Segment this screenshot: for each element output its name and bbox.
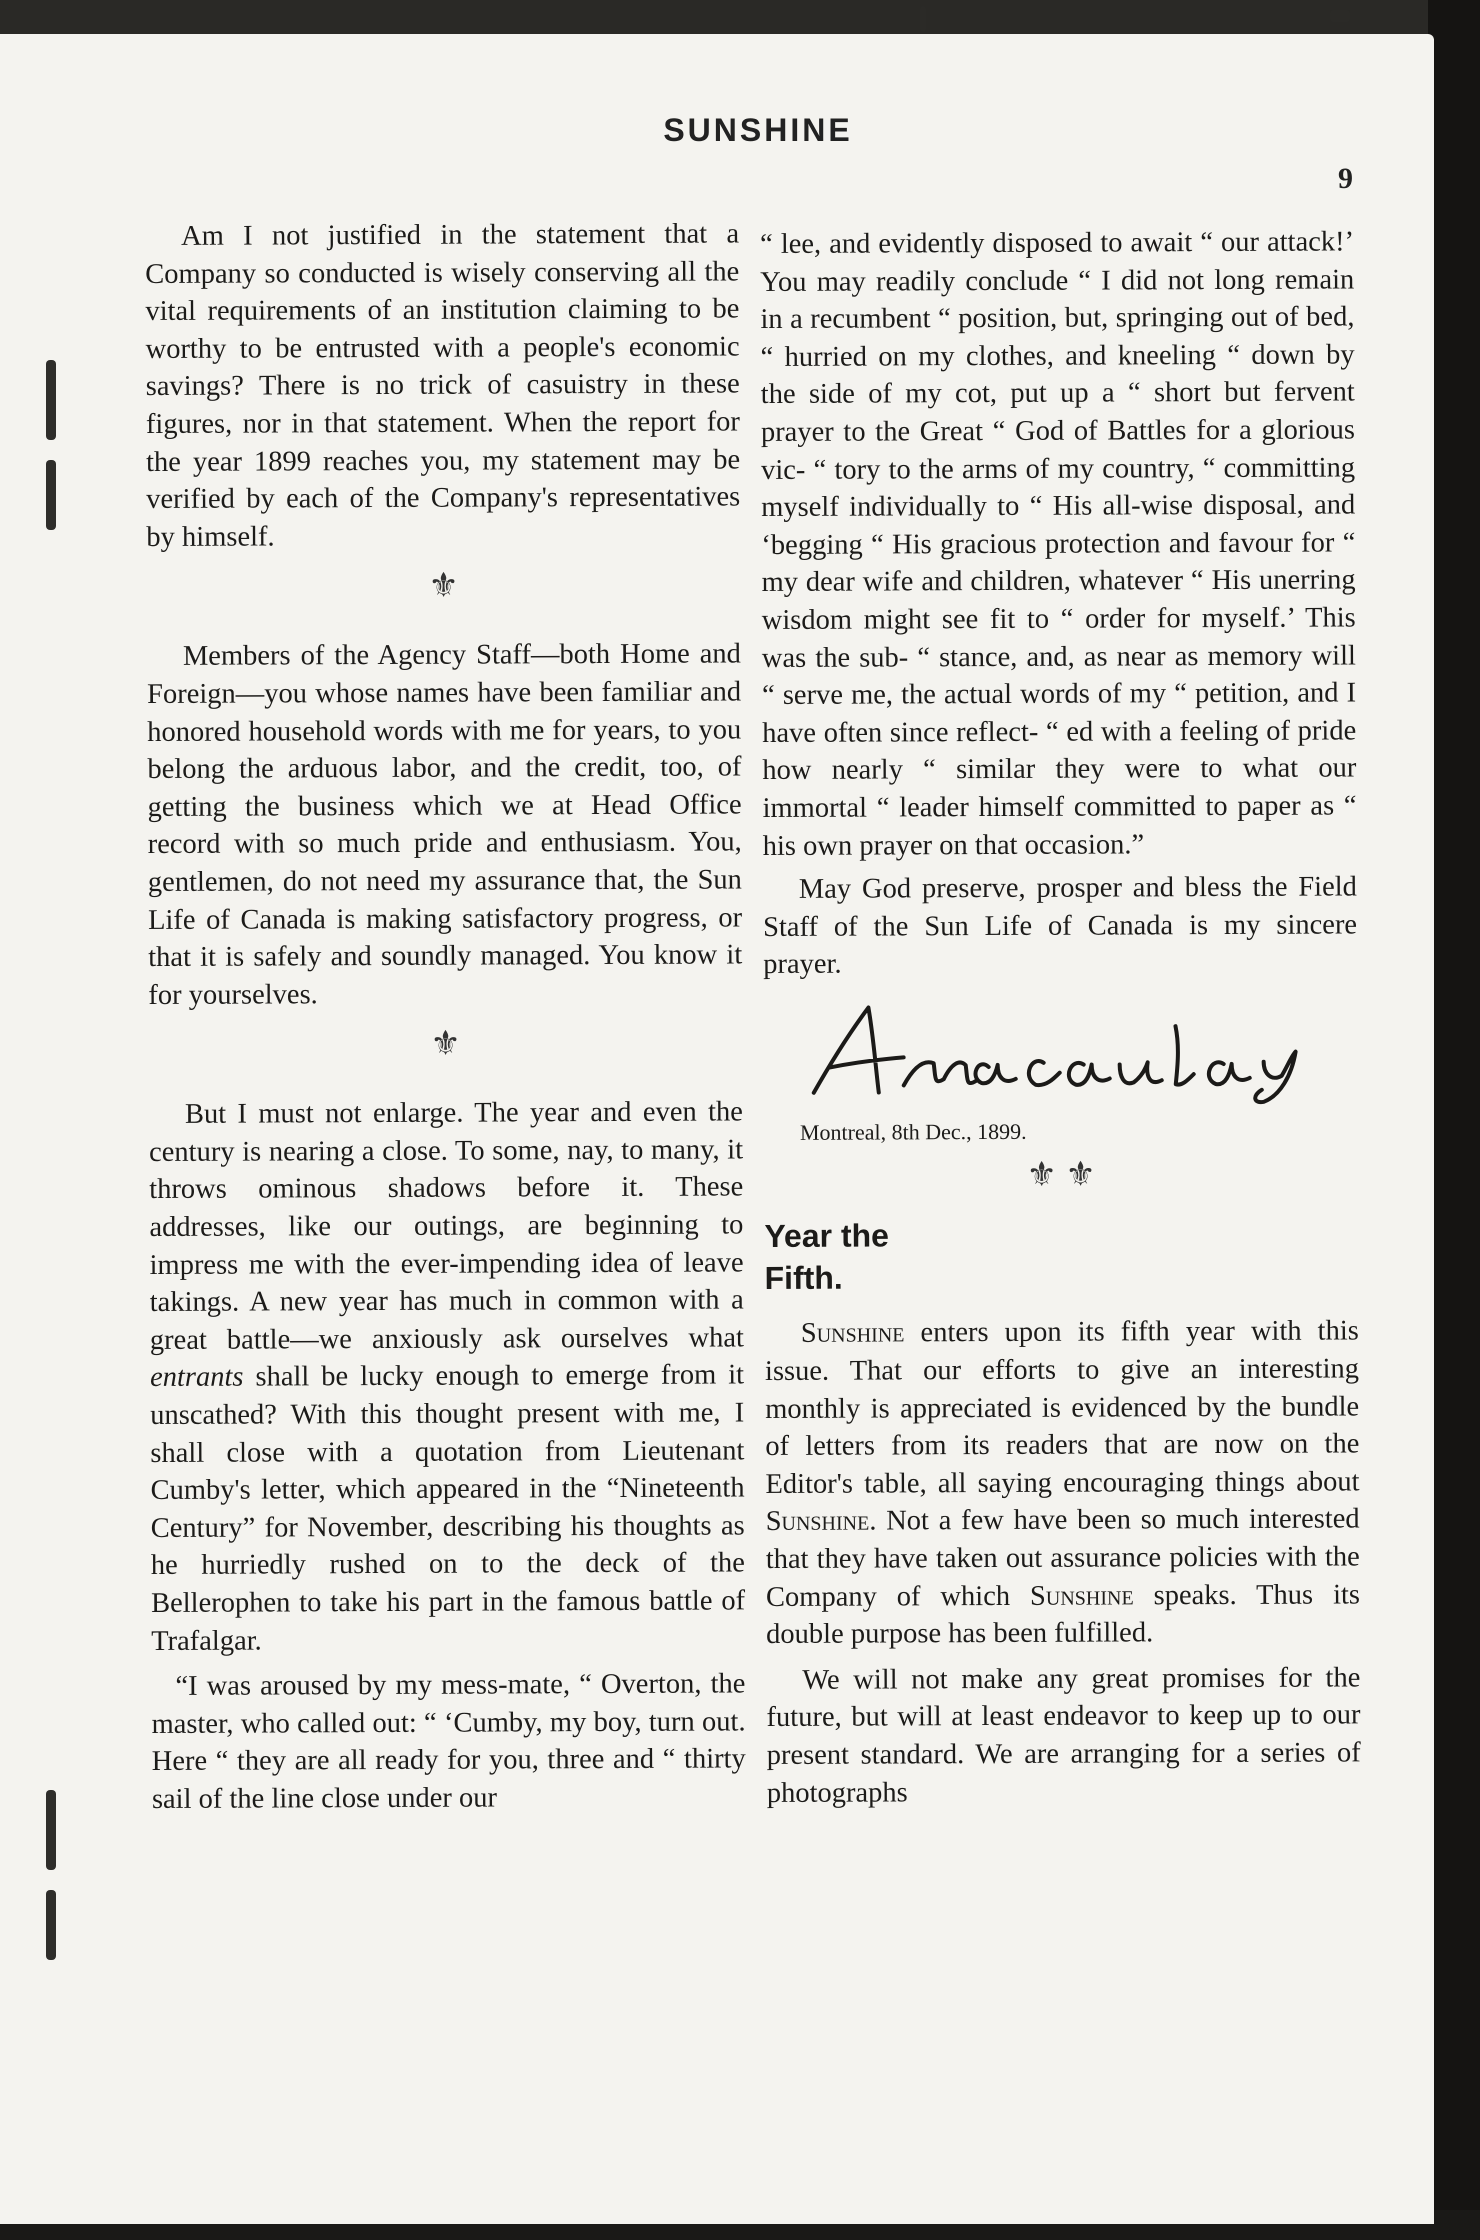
scan-speck	[920, 6, 926, 32]
small-caps-name: Sunshine	[1029, 1580, 1134, 1612]
text-run: speaks. Thus its double purpose has been fulfilled.	[766, 1579, 1361, 1651]
section-heading: Year the Fifth.	[764, 1217, 890, 1297]
fleur-de-lis-separator-double: ⚜ ⚜	[1026, 1157, 1096, 1195]
binding-mark	[46, 1890, 56, 1960]
text-run: enters upon its fifth year with this issue. That our efforts to give an interesting monthly is appreciated is evidenced by the bundle of letters from its readers that are now on the Editor's table, all saying encouraging things about	[764, 1315, 1360, 1500]
left-column	[145, 215, 746, 1818]
fleur-de-lis-separator: ⚜	[430, 1025, 461, 1064]
text-run: shall be lucky enough to emerge from it unscathed? With this thought present with me, I shall close with a quotation from Lieutenant Cumby's letter, which appeared in the “Nineteenth Century” for November, describing his thoughts as he hurriedly rushed on to the deck of the Bellerophen to take his part in the famous battle of Trafalgar.	[150, 1359, 746, 1657]
handwritten-signature	[783, 995, 1343, 1107]
text-run: But I must not enlarge. The year and even the century is nearing a close. To some, nay, to many, it throws ominous shadows before it. These addresses, like our outings, are beginning to impress me with the ever-impending idea of leave takings. A new year has much in common with a great battle—we anxiously ask ourselves what	[149, 1096, 744, 1356]
paragraph-promises: We will not make any great promises for the future, but will at least endeavor to keep up to our present standard. We are arranging for a series of photographs	[766, 1662, 1361, 1809]
small-caps-name: Sunshine	[765, 1505, 870, 1538]
paragraph-agency-staff: Members of the Agency Staff—both Home and Foreign—you whose names have been familiar and honored household words with me for years, to you belong the arduous labor, and the credit, too, of getting the business which we at Head Office record with so much pride and enthusiasm. You, gentlemen, do not need my assurance that, the Sun Life of Canada is making satisfactory progress, or that it is safely and soundly managed. You know it for yourselves.	[147, 638, 743, 1011]
scan-right-edge	[1428, 0, 1480, 2240]
binding-mark	[46, 360, 56, 440]
text-run: . Not a few have been so much interested that they have taken out assurance policies with the Company of which	[765, 1503, 1360, 1613]
binding-mark	[46, 1790, 56, 1870]
page-number: 9	[1338, 162, 1353, 195]
paragraph-fifth-year	[765, 1313, 1360, 1654]
quotation-start: “I was aroused by my mess-mate, “ Overton, the master, who called out: “ ‘Cumby, my boy, turn out. Here “ they are all ready for you, three and “ thirty sail of the line close under our	[151, 1668, 746, 1815]
fleur-de-lis-separator: ⚜	[428, 567, 459, 606]
quotation-continued: “ lee, and evidently disposed to await “ our attack!’ You may readily conclude “ I did not long remain in a recumbent “ position, but, springing out of bed, “ hurried on my clothes, and kneeling “ down by the side of my cot, put up a “ short but fervent prayer to the Great “ God of Battles for a glorious vic- “ tory to the arms of my country, “ committing myself individually to “ His all-wise disposal, and ‘begging “ His gracious protection and favour for “ my dear wife and children, whatever “ His unerring wisdom might see fit to “ order for myself.’ This was the sub- “ stance, and, as near as memory will “ serve me, the actual words of my “ petition, and I have often since reflect- “ ed with a feeling of pride how nearly “ similar they were to what our immortal “ leader himself committed to paper as “ his own prayer on that occasion.”	[760, 226, 1357, 862]
italic-word: entrants	[149, 1362, 244, 1394]
running-head-title: SUNSHINE	[663, 112, 853, 148]
scan-speck	[1330, 10, 1350, 22]
paragraph-blessing: May God preserve, prosper and bless the Field Staff of the Sun Life of Canada is my sincere prayer.	[762, 871, 1358, 981]
binding-mark	[46, 460, 56, 530]
small-caps-name: Sunshine	[800, 1317, 905, 1350]
paragraph-closing-year	[149, 1094, 745, 1660]
paragraph-justification: Am I not justified in the statement that a Company so conducted is wisely conserving all the vital requirements of an institution claiming to be worthy to be entrusted with a people's economic savings? There is no trick of casuistry in these figures, nor in that statement. When the report for the year 1899 reaches you, my statement may be verified by each of the Company's representatives by himself.	[145, 218, 741, 553]
dateline: Montreal, 8th Dec., 1899.	[799, 1118, 1027, 1145]
right-column	[760, 223, 1361, 1812]
